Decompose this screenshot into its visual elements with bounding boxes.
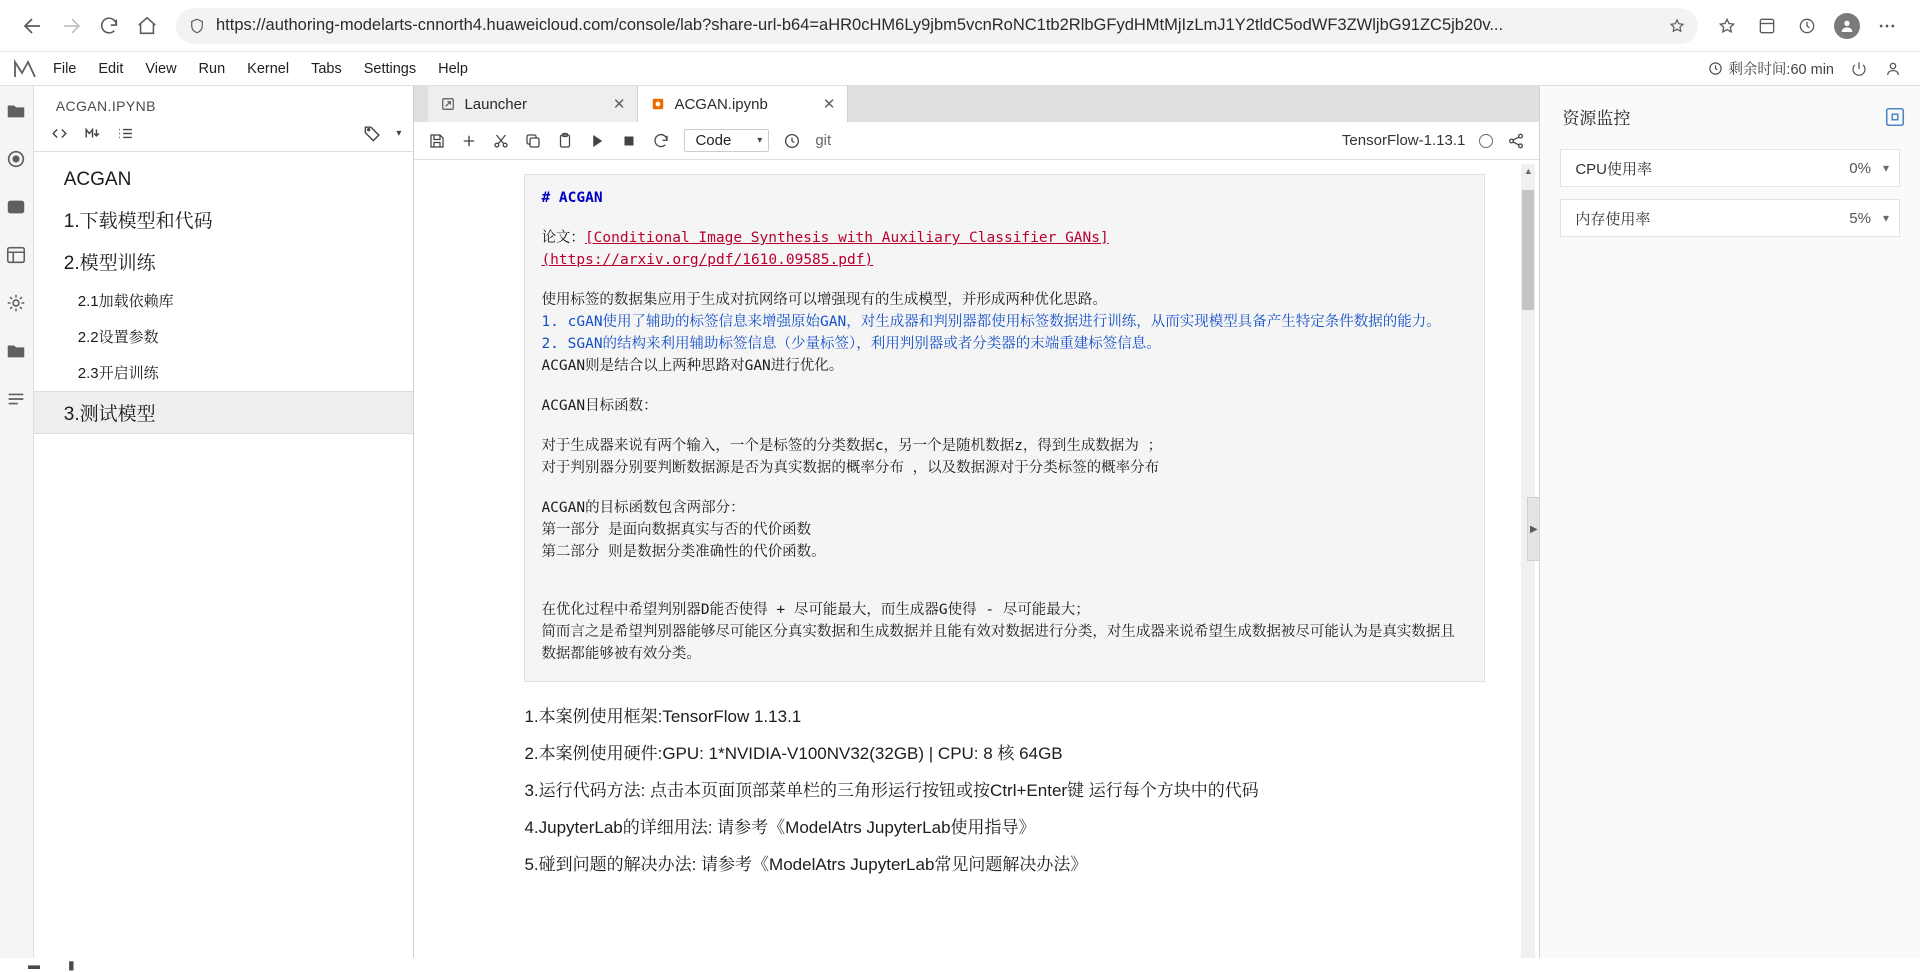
spacer	[541, 581, 1468, 599]
session-timer	[1708, 58, 1834, 79]
left-activity-bar	[0, 86, 34, 972]
toc-item-start-training[interactable]: 2.3开启训练	[77, 365, 159, 382]
md-line-10: 第二部分 则是数据分类准确性的代价函数。	[541, 544, 826, 560]
taskbar-window-icon: ▬	[28, 958, 40, 972]
tab-acgan-notebook[interactable]	[638, 86, 848, 122]
memory-usage-row[interactable]	[1560, 199, 1900, 237]
share-icon[interactable]	[1507, 132, 1525, 150]
cpu-usage-row[interactable]	[1560, 149, 1900, 187]
taskbar-app-icon: ▮	[68, 958, 75, 972]
md-line-8: ACGAN的目标函数包含两部分：	[541, 500, 745, 516]
commands-icon[interactable]	[3, 194, 29, 220]
menu-edit[interactable]: Edit	[98, 60, 124, 77]
chevron-down-icon: ▾	[757, 135, 763, 146]
tab-launcher-label: Launcher	[464, 95, 527, 113]
info-line-4: 4.JupyterLab的详细用法: 请参考《ModelAtrs JupyterLab使用指导》	[524, 818, 1036, 837]
collections-box-icon[interactable]	[1748, 7, 1786, 45]
cpu-usage-value: 0%	[1849, 159, 1871, 177]
menu-kernel[interactable]: Kernel	[247, 60, 290, 77]
kernel-name[interactable]: TensorFlow-1.13.1	[1341, 132, 1466, 149]
toc-title: ACGAN.IPYNB	[55, 98, 156, 114]
toc-item-download[interactable]: 1.下载模型和代码	[63, 211, 213, 232]
resource-monitor-title: 资源监控	[1562, 109, 1631, 128]
info-line-5: 5.碰到问题的解决办法: 请参考《ModelAtrs JupyterLab常见问题解决办法》	[524, 855, 1088, 874]
toc-item-training[interactable]: 2.模型训练	[63, 253, 156, 274]
tab-acgan-label: ACGAN.ipynb	[674, 95, 768, 113]
file-browser-icon[interactable]	[3, 98, 29, 124]
address-bar[interactable]	[176, 8, 1698, 44]
md-line-6: 对于生成器来说有两个输入，一个是标签的分类数据c，另一个是随机数据z，得到生成数据为 ；	[541, 438, 1163, 454]
md-heading: # ACGAN	[541, 190, 603, 206]
tab-launcher[interactable]	[428, 86, 638, 122]
bottom-strip	[0, 958, 1920, 972]
scroll-up-icon[interactable]: ▲	[1523, 166, 1533, 176]
cut-icon[interactable]	[492, 132, 510, 150]
notebook-scrollbar[interactable]	[1521, 164, 1535, 968]
toc-toolbar	[34, 122, 414, 152]
notebook-content	[414, 160, 1513, 883]
close-icon[interactable]: ✕	[822, 96, 836, 113]
table-of-contents-panel	[34, 86, 415, 972]
clock-icon	[1708, 61, 1723, 76]
resource-monitor-panel	[1539, 86, 1920, 972]
copy-icon[interactable]	[524, 132, 542, 150]
menu-view[interactable]: View	[145, 60, 177, 77]
memory-usage-value: 5%	[1849, 209, 1871, 227]
shield-icon	[188, 17, 206, 35]
power-icon[interactable]	[1850, 60, 1868, 78]
spacer	[541, 271, 1468, 289]
jupyter-menubar	[0, 52, 1920, 86]
tab-bar	[414, 86, 1539, 122]
browser-right-controls	[1708, 7, 1906, 45]
extension-manager-icon[interactable]	[3, 242, 29, 268]
md-line-11: 在优化过程中希望判别器D能否使得 + 尽可能最大，而生成器G使得 - 尽可能最大；	[541, 602, 1090, 618]
toc-item-load-libs[interactable]: 2.1加载依赖库	[77, 293, 174, 310]
md-line-1: 使用标签的数据集应用于生成对抗网络可以增强现有的生成模型，并形成两种优化思路。	[541, 292, 1107, 308]
collections-icon[interactable]	[1708, 7, 1746, 45]
md-line-12: 简而言之是希望判别器能够尽可能区分真实数据和生成数据并且能有效对数据进行分类，对生成器来说希望生成数据被尽可能认为是真实数据且数据都能够被有效分类。	[541, 624, 1455, 662]
favorite-star-icon[interactable]	[1668, 17, 1686, 35]
spacer	[541, 417, 1468, 435]
notebook-scroll-area[interactable]	[414, 160, 1539, 972]
stop-icon[interactable]	[620, 132, 638, 150]
md-line-7: 对于判别器分别要判断数据源是否为真实数据的概率分布 ，以及数据源对于分类标签的概率分布	[541, 460, 1160, 476]
profile-icon[interactable]	[1828, 7, 1866, 45]
notebook-toolbar-right	[1342, 132, 1525, 150]
info-line-1: 1.本案例使用框架:TensorFlow 1.13.1	[524, 707, 802, 726]
home-icon[interactable]	[128, 7, 166, 45]
chevron-down-icon[interactable]: ▾	[1882, 211, 1890, 225]
scrollbar-thumb[interactable]	[1522, 190, 1534, 310]
md-line-2: 1. cGAN使用了辅助的标签信息来增强原始GAN，对生成器和判别器都使用标签数据进行训练，从而实现模型具备产生特定条件数据的能力。	[541, 314, 1441, 330]
add-cell-icon[interactable]	[460, 132, 478, 150]
menu-file[interactable]: File	[53, 60, 77, 77]
spacer	[541, 479, 1468, 497]
run-icon[interactable]	[588, 132, 606, 150]
info-line-2: 2.本案例使用硬件:GPU: 1*NVIDIA-V100NV32(32GB) | CPU: 8 核 64GB	[524, 744, 1063, 763]
markdown-cell-acgan[interactable]	[524, 174, 1485, 682]
menu-run[interactable]: Run	[198, 60, 226, 77]
running-sessions-icon[interactable]	[3, 146, 29, 172]
menu-help[interactable]: Help	[438, 60, 468, 77]
more-options-icon[interactable]	[1868, 7, 1906, 45]
code-brackets-icon[interactable]	[50, 124, 69, 143]
paste-icon[interactable]	[556, 132, 574, 150]
open-folder-icon[interactable]	[3, 338, 29, 364]
paper-label: 论文：	[541, 230, 585, 246]
tag-icon[interactable]	[363, 124, 382, 143]
md-line-9: 第一部分 是面向数据真实与否的代价函数	[541, 522, 812, 538]
memory-usage-label: 内存使用率	[1575, 210, 1651, 228]
spacer	[541, 209, 1468, 227]
cpu-usage-label: CPU使用率	[1575, 160, 1652, 178]
info-line-3: 3.运行代码方法: 点击本页面顶部菜单栏的三角形运行按钮或按Ctrl+Enter键 运行每个方块中的代码	[524, 781, 1259, 800]
reload-icon[interactable]	[90, 7, 128, 45]
restart-kernel-icon[interactable]	[652, 132, 670, 150]
toc-item-test-model[interactable]: 3.测试模型	[34, 391, 414, 434]
markdown-icon[interactable]	[83, 124, 102, 143]
history-icon[interactable]	[1788, 7, 1826, 45]
forward-arrow-icon	[52, 7, 90, 45]
paper-line	[541, 227, 1468, 249]
save-icon[interactable]	[428, 132, 446, 150]
menu-tabs[interactable]: Tabs	[311, 60, 342, 77]
numbered-list-icon[interactable]	[116, 124, 135, 143]
close-icon[interactable]: ✕	[612, 96, 626, 113]
back-arrow-icon[interactable]	[14, 7, 52, 45]
cell-type-select[interactable]	[684, 129, 769, 152]
git-label[interactable]: git	[815, 132, 832, 149]
spacer	[541, 563, 1468, 581]
chevron-down-icon[interactable]: ▾	[396, 128, 402, 139]
notebook-icon	[650, 96, 666, 112]
table-of-contents-icon[interactable]	[3, 386, 29, 412]
toc-item-set-params[interactable]: 2.2设置参数	[77, 329, 159, 346]
launcher-icon	[440, 96, 456, 112]
notebook-info-block[interactable]	[524, 682, 1485, 883]
toc-list	[34, 152, 414, 434]
browser-toolbar	[0, 0, 1920, 52]
paper-link[interactable]: [Conditional Image Synthesis with Auxiliary Classifier GANs]	[584, 230, 1109, 246]
notebook-area	[414, 86, 1539, 972]
notebook-toolbar	[414, 122, 1539, 160]
md-line-5: ACGAN目标函数：	[541, 398, 658, 414]
spacer	[541, 377, 1468, 395]
md-line-4: ACGAN则是结合以上两种思路对GAN进行优化。	[541, 358, 844, 374]
paper-url: (https://arxiv.org/pdf/1610.09585.pdf)	[541, 252, 874, 268]
workspace	[0, 86, 1920, 972]
md-line-3: 2. SGAN的结构来利用辅助标签信息（少量标签），利用判别器或者分类器的末端重建标签信息。	[541, 336, 1161, 352]
jupyterlab-logo-icon	[8, 54, 42, 84]
cell-type-value: Code	[695, 132, 732, 149]
toc-item-acgan[interactable]: ACGAN	[63, 169, 132, 190]
avatar	[1834, 13, 1860, 39]
resource-monitor-header	[1540, 86, 1920, 143]
address-bar-url: https://authoring-modelarts-cnnorth4.huaweicloud.com/console/lab?share-url-b64=aHR0cHM6Ly9jbm5vcnRoNC1tb2RlbGFydHMtMjIzLmJ1Y2tldC5odWF3ZWljbG91ZC5jb20v...	[216, 16, 1504, 34]
clock-icon[interactable]	[783, 132, 801, 150]
menu-settings[interactable]: Settings	[363, 60, 417, 77]
session-timer-label: 剩余时间:60 min	[1728, 62, 1834, 78]
kernel-status-icon	[1479, 134, 1493, 148]
menubar-right	[1708, 58, 1920, 79]
user-icon[interactable]	[1884, 60, 1902, 78]
right-panel-collapse-handle[interactable]: ▶	[1527, 497, 1540, 561]
chevron-down-icon[interactable]: ▾	[1882, 161, 1890, 175]
settings-gear-icon[interactable]	[3, 290, 29, 316]
expand-panel-icon[interactable]	[1884, 106, 1906, 128]
